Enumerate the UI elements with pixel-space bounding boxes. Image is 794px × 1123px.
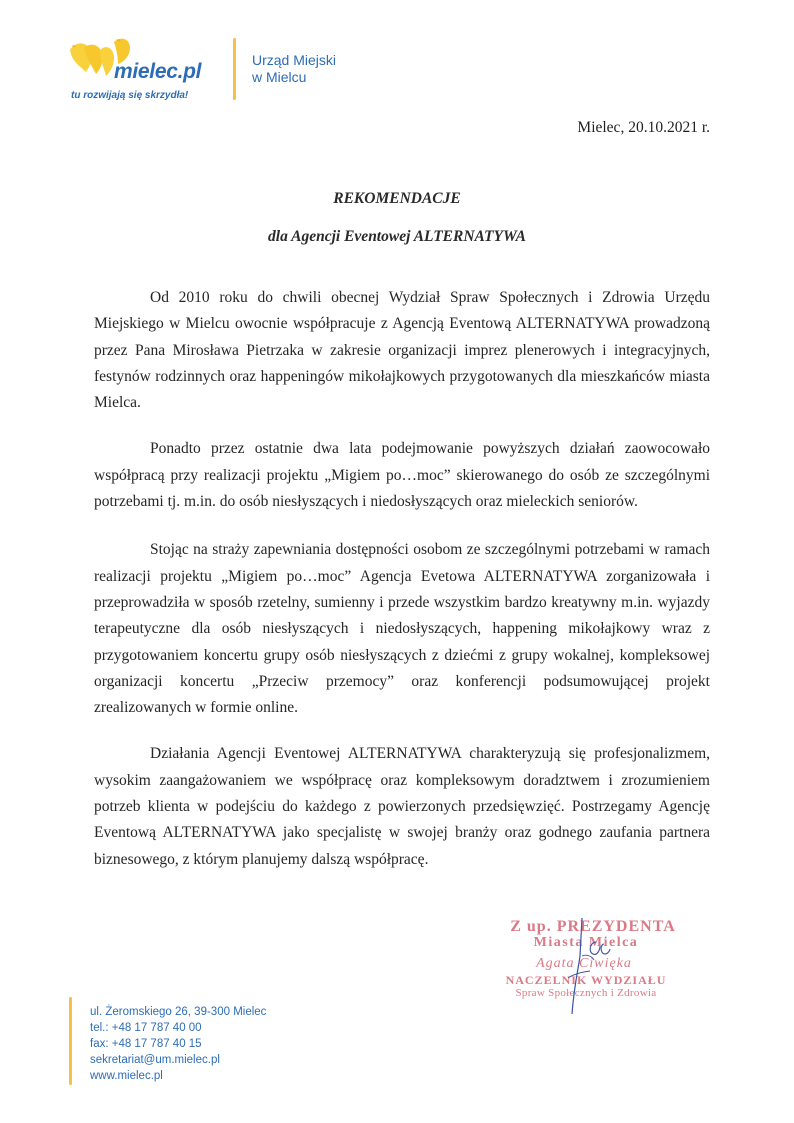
footer-email[interactable]: sekretariat@um.mielec.pl (90, 1054, 220, 1066)
office-name (252, 52, 336, 86)
mielec-logo (66, 36, 226, 116)
footer-divider (69, 997, 72, 1085)
letter-date: Mielec, 20.10.2021 r. (577, 119, 710, 136)
body-paragraph: Stojąc na straży zapewniania dostępności osobom ze szczególnymi potrzebami w ramach realizacji projektu „Migiem po…moc” Agencja Evetowa ALTERNATYWA zorganizowała i przeprowadziła w sposób rzetelny, sumienny i przede wszystkim bardzo kreatywny m.in. wyjazdy terapeutyczne dla osób niesłyszących i niedosłyszących, happening mikołajkowy wraz z przygotowaniem koncertu grupy osób niesłyszących z dziećmi z grupy wokalnej, kompleksowej organizacji koncertu „Przeciw przemocy” oraz konferencji podsumowującej projekt zrealizowanych w formie online. (94, 541, 710, 717)
logo-tagline: tu rozwijają się skrzydła! (71, 90, 189, 101)
letter-body (94, 285, 710, 893)
stamp-line-3: Agata Ciwięka (536, 956, 632, 971)
office-name-line1: Urząd Miejski (252, 52, 337, 68)
footer-phone: tel.: +48 17 787 40 00 (90, 1022, 202, 1034)
body-paragraph: Ponadto przez ostatnie dwa lata podejmowanie powyższych działań zaowocowało współpracą przy realizacji projektu „Migiem po…moc” skierowanego do osób ze szczególnymi potrzebami tj. m.in. do osób niesłyszących i niedosłyszących oraz mieleckich seniorów. (94, 440, 710, 511)
body-paragraph: Działania Agencji Eventowej ALTERNATYWA charakteryzują się profesjonalizmem, wysokim zaangażowaniem we współpracę oraz kompleksowym doradztwem i zrozumieniem potrzeb klienta w podejściu do każdego z powierzonych przedsięwzięć. Postrzegamy Agencję Eventową ALTERNATYWA jako specjalistę w swojej branży oraz godnego zaufania partnera biznesowego, z którym planujemy dalszą współpracę. (94, 745, 710, 868)
header-divider (233, 38, 236, 100)
letter-title: REKOMENDACJE (333, 190, 461, 207)
office-name-line2: w Mielcu (252, 69, 307, 85)
stamp-line-5: Spraw Społecznych i Zdrowia (515, 987, 657, 999)
footer-address: ul. Żeromskiego 26, 39-300 Mielec (90, 1006, 267, 1018)
footer-website[interactable]: www.mielec.pl (90, 1070, 163, 1082)
body-paragraph: Od 2010 roku do chwili obecnej Wydział Spraw Społecznych i Zdrowia Urzędu Miejskiego w Mielcu owocnie współpracuje z Agencją Eventową ALTERNATYWA prowadzoną przez Pana Mirosława Pietrzaka w zakresie organizacji imprez plenerowych i integracyjnych, festynów rodzinnych oraz happeningów mikołajkowych przygotowanych dla mieszkańców miasta Mielca. (94, 289, 710, 412)
stamp-line-4: NACZELNIK WYDZIAŁU (505, 973, 667, 987)
letter-subtitle: dla Agencji Eventowej ALTERNATYWA (268, 228, 526, 245)
logo-text: mielec.pl (114, 60, 202, 83)
footer-contact (90, 1004, 266, 1084)
handwritten-signature-icon (560, 916, 630, 1016)
stamp-line-1: Z up. PREZYDENTA (510, 918, 676, 935)
stamp-line-2: Miasta Mielca (533, 935, 639, 950)
footer-fax: fax: +48 17 787 40 15 (90, 1038, 202, 1050)
